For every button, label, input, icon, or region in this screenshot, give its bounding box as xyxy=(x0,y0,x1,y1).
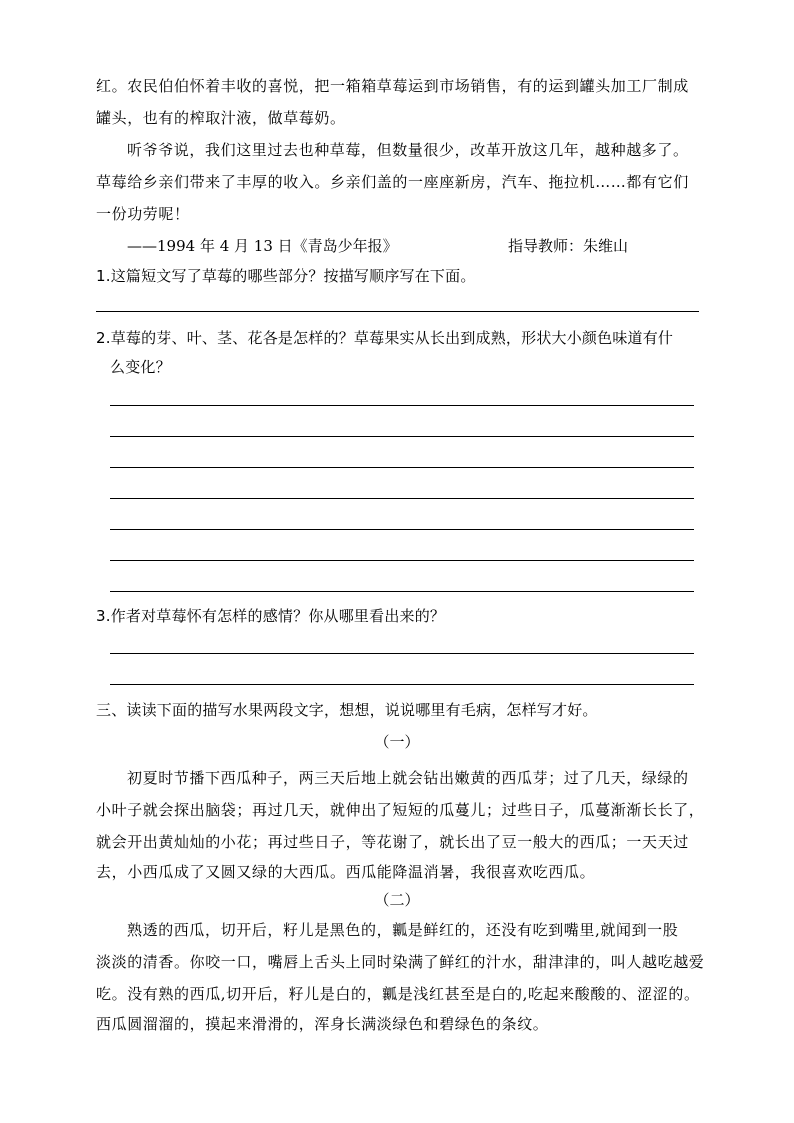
question-3: 3.作者对草莓怀有怎样的感情？你从哪里看出来的？ xyxy=(96,607,446,625)
answer-line-q3-1[interactable] xyxy=(110,653,694,654)
answer-line-q2-1[interactable] xyxy=(110,405,694,406)
question-2-line-2: 么变化？ xyxy=(110,358,171,376)
part-2-line-1: 熟透的西瓜，切开后，籽儿是黑色的，瓤是鲜红的，还没有吃到嘴里,就闻到一股 xyxy=(127,921,679,939)
passage-line-3: 听爷爷说，我们这里过去也种草莓，但数量很少，改革开放这几年，越种越多了。 xyxy=(127,141,689,159)
answer-line-q2-7[interactable] xyxy=(110,591,694,592)
question-1: 1.这篇短文写了草莓的哪些部分？按描写顺序写在下面。 xyxy=(96,267,476,285)
answer-line-q2-5[interactable] xyxy=(110,529,694,530)
passage-line-1: 红。农民伯伯怀着丰收的喜悦，把一箱箱草莓运到市场销售，有的运到罐头加工厂制成 xyxy=(96,77,689,95)
question-2-line-1: 2.草莓的芽、叶、茎、花各是怎样的？草莓果实从长出到成熟，形状大小颜色味道有什 xyxy=(96,329,674,347)
answer-line-q3-2[interactable] xyxy=(110,684,694,685)
answer-line-q2-2[interactable] xyxy=(110,436,694,437)
part-1-line-4: 去，小西瓜成了又圆又绿的大西瓜。西瓜能降温消暑，我很喜欢吃西瓜。 xyxy=(96,863,596,881)
section-3-heading: 三、读读下面的描写水果两段文字，想想，说说哪里有毛病，怎样写才好。 xyxy=(96,701,598,719)
teacher-credit: 指导教师：朱维山 xyxy=(508,237,629,255)
part-1-title: （一） xyxy=(374,733,420,751)
part-2-line-2: 淡淡的清香。你咬一口，嘴唇上舌头上同时染满了鲜红的汁水，甜津津的，叫人越吃越爱 xyxy=(96,953,705,971)
part-2-title: （二） xyxy=(374,891,420,909)
answer-line-q2-4[interactable] xyxy=(110,498,694,499)
passage-line-4: 草莓给乡亲们带来了丰厚的收入。乡亲们盖的一座座新房，汽车、拖拉机……都有它们 xyxy=(96,173,689,191)
passage-line-5: 一份功劳呢！ xyxy=(96,205,190,223)
part-1-line-2: 小叶子就会探出脑袋；再过几天，就伸出了短短的瓜蔓儿；过些日子，瓜蔓渐渐长长了， xyxy=(96,801,705,819)
part-1-line-1: 初夏时节播下西瓜种子，两三天后地上就会钻出嫩黄的西瓜芽；过了几天，绿绿的 xyxy=(127,769,689,787)
answer-line-q2-3[interactable] xyxy=(110,467,694,468)
part-1-line-3: 就会开出黄灿灿的小花；再过些日子，等花谢了，就长出了豆一般大的西瓜；一天天过 xyxy=(96,833,689,851)
passage-source: ——1994 年 4 月 13 日《青岛少年报》 xyxy=(127,237,398,255)
passage-line-2: 罐头，也有的榨取汁液，做草莓奶。 xyxy=(96,109,346,127)
part-2-line-3: 吃。没有熟的西瓜,切开后，籽儿是白的，瓤是浅红甚至是白的,吃起来酸酸的、涩涩的。 xyxy=(96,985,700,1003)
answer-line-q2-6[interactable] xyxy=(110,560,694,561)
answer-line-q1[interactable] xyxy=(96,311,699,312)
part-2-line-4: 西瓜圆溜溜的，摸起来滑滑的，浑身长满淡绿色和碧绿色的条纹。 xyxy=(96,1015,549,1033)
